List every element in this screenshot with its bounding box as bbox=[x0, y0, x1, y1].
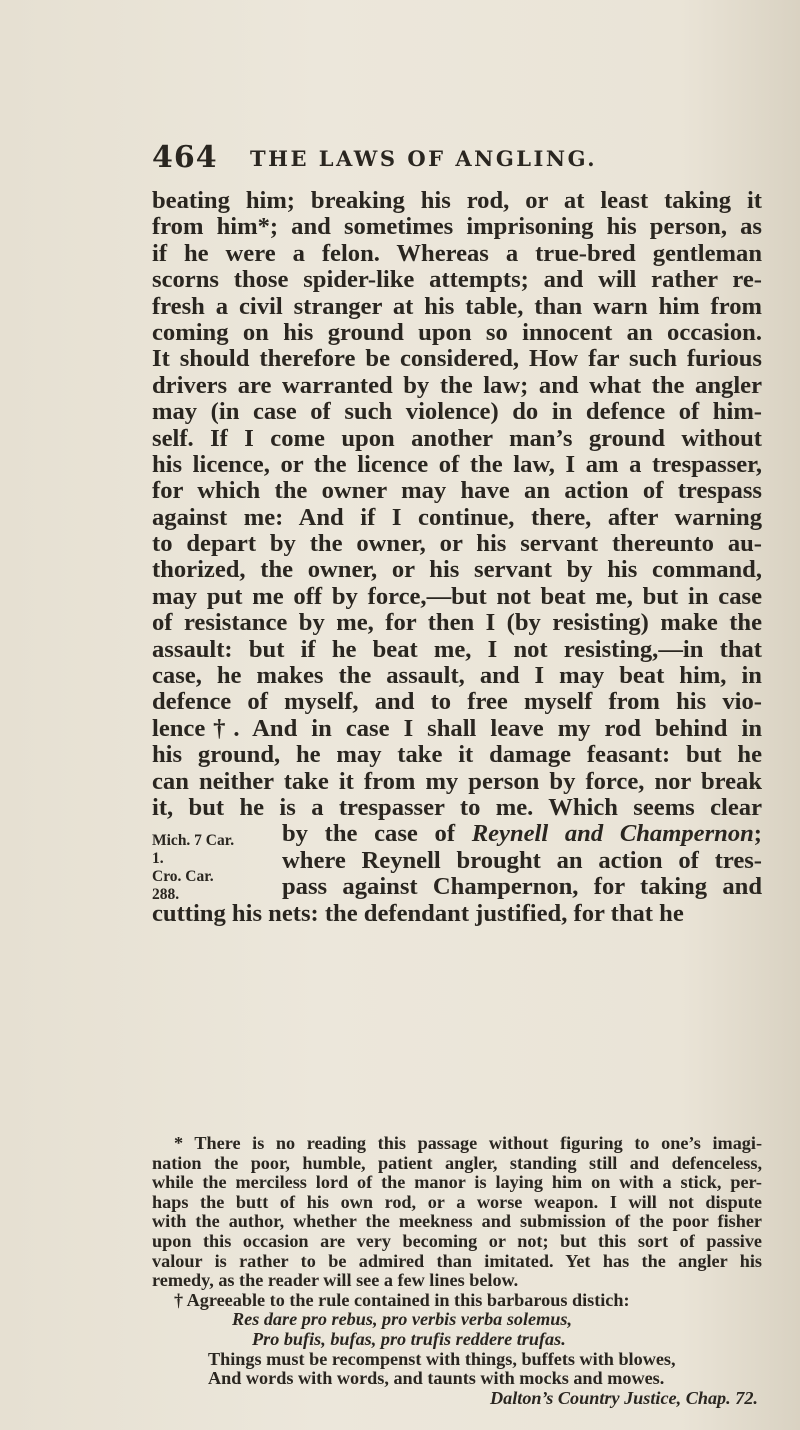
footnote-line: remedy, as the reader will see a few lines below. bbox=[152, 1270, 519, 1291]
body-line: for which the owner may have an action of trespass bbox=[152, 477, 762, 505]
citation-author: Dalton’s Country Justice, Chap. 72. bbox=[490, 1387, 758, 1408]
running-title: THE LAWS OF ANGLING. bbox=[250, 146, 598, 171]
footnotes bbox=[152, 1134, 762, 1408]
body-line: thorized, the owner, or his servant by his command, bbox=[152, 556, 762, 584]
body-line: from him*; and sometimes imprisoning his person, as bbox=[152, 213, 762, 241]
body-text bbox=[152, 188, 762, 927]
body-line: to depart by the owner, or his servant thereunto au- bbox=[152, 530, 762, 558]
english-verse: Things must be recompenst with things, buffets with blowes, bbox=[208, 1348, 676, 1369]
body-line: of resistance by me, for then I (by resisting) make the bbox=[152, 609, 762, 637]
body-line: fresh a civil stranger at his table, than warn him from bbox=[152, 292, 762, 320]
body-line: assault: but if he beat me, I not resisting,—in that bbox=[152, 635, 762, 663]
page-number: 464 bbox=[152, 140, 218, 175]
latin-verse: Res dare pro rebus, pro verbis verba solemus, bbox=[232, 1309, 573, 1330]
body-line: cutting his nets: the defendant justified, for that he bbox=[152, 899, 684, 927]
body-line: may put me off by force,—but not beat me, but in case bbox=[152, 582, 762, 610]
body-line: defence of myself, and to free myself from his vio- bbox=[152, 688, 762, 716]
footnote-line: nation the poor, humble, patient angler, standing still and defenceless, bbox=[152, 1152, 762, 1173]
footnote-line: * There is no reading this passage without figuring to one’s imagi- bbox=[174, 1133, 762, 1153]
body-line: it, but he is a trespasser to me. Which seems clear bbox=[152, 793, 762, 821]
margin-note-line: Cro. Car. 288. bbox=[152, 868, 214, 903]
body-line: beating him; breaking his rod, or at least taking it bbox=[152, 187, 762, 214]
body-line: self. If I come upon another man’s ground without bbox=[152, 424, 762, 452]
body-line: may (in case of such violence) do in defence of him- bbox=[152, 398, 762, 426]
body-line: his ground, he may take it damage feasant: but he bbox=[152, 741, 762, 769]
case-name: Reynell and Champernon bbox=[471, 820, 754, 848]
case-line: where Reynell brought an action of tres- bbox=[282, 846, 762, 874]
running-head bbox=[152, 140, 712, 174]
body-line: drivers are warranted by the law; and what the angler bbox=[152, 371, 762, 399]
margin-note bbox=[152, 832, 244, 904]
margin-note-line: Mich. 7 Car. 1. bbox=[152, 832, 235, 867]
footnote-line: upon this occasion are very becoming or not; but this sort of passive bbox=[152, 1230, 762, 1251]
body-line: coming on his ground upon so innocent an occasion. bbox=[152, 318, 762, 346]
case-line-punct: ; bbox=[753, 820, 762, 848]
body-line: can neither take it from my person by force, nor break bbox=[152, 767, 762, 795]
body-line: scorns those spider-like attempts; and will rather re- bbox=[152, 266, 762, 294]
footnote-dagger-line: † Agreeable to the rule contained in this barbarous distich: bbox=[174, 1289, 630, 1310]
footnote-line: with the author, whether the meekness and submission of the poor fisher bbox=[152, 1211, 762, 1232]
body-line: if he were a felon. Whereas a true-bred gentleman bbox=[152, 239, 762, 267]
citation bbox=[152, 1389, 762, 1409]
case-line: pass against Champernon, for taking and bbox=[282, 873, 762, 901]
body-line: his licence, or the licence of the law, I am a trespasser, bbox=[152, 450, 762, 478]
footnote-line: valour is rather to be admired than imitated. Yet has the angler his bbox=[152, 1250, 762, 1271]
body-line: It should therefore be considered, How far such furious bbox=[152, 345, 762, 373]
body-line: lence†. And in case I shall leave my rod behind in bbox=[152, 714, 762, 742]
footnote-line: haps the butt of his own rod, or a worse weapon. I will not dispute bbox=[152, 1191, 762, 1212]
footnote-line: while the merciless lord of the manor is laying him on with a stick, per- bbox=[152, 1172, 762, 1193]
english-verse: And words with words, and taunts with mocks and mowes. bbox=[208, 1368, 665, 1389]
body-line: against me: And if I continue, there, after warning bbox=[152, 503, 762, 531]
case-line-text: by the case of bbox=[282, 820, 472, 848]
latin-verse: Pro bufis, bufas, pro trufis reddere trufas. bbox=[252, 1328, 566, 1349]
body-line: case, he makes the assault, and I may beat him, in bbox=[152, 662, 762, 690]
